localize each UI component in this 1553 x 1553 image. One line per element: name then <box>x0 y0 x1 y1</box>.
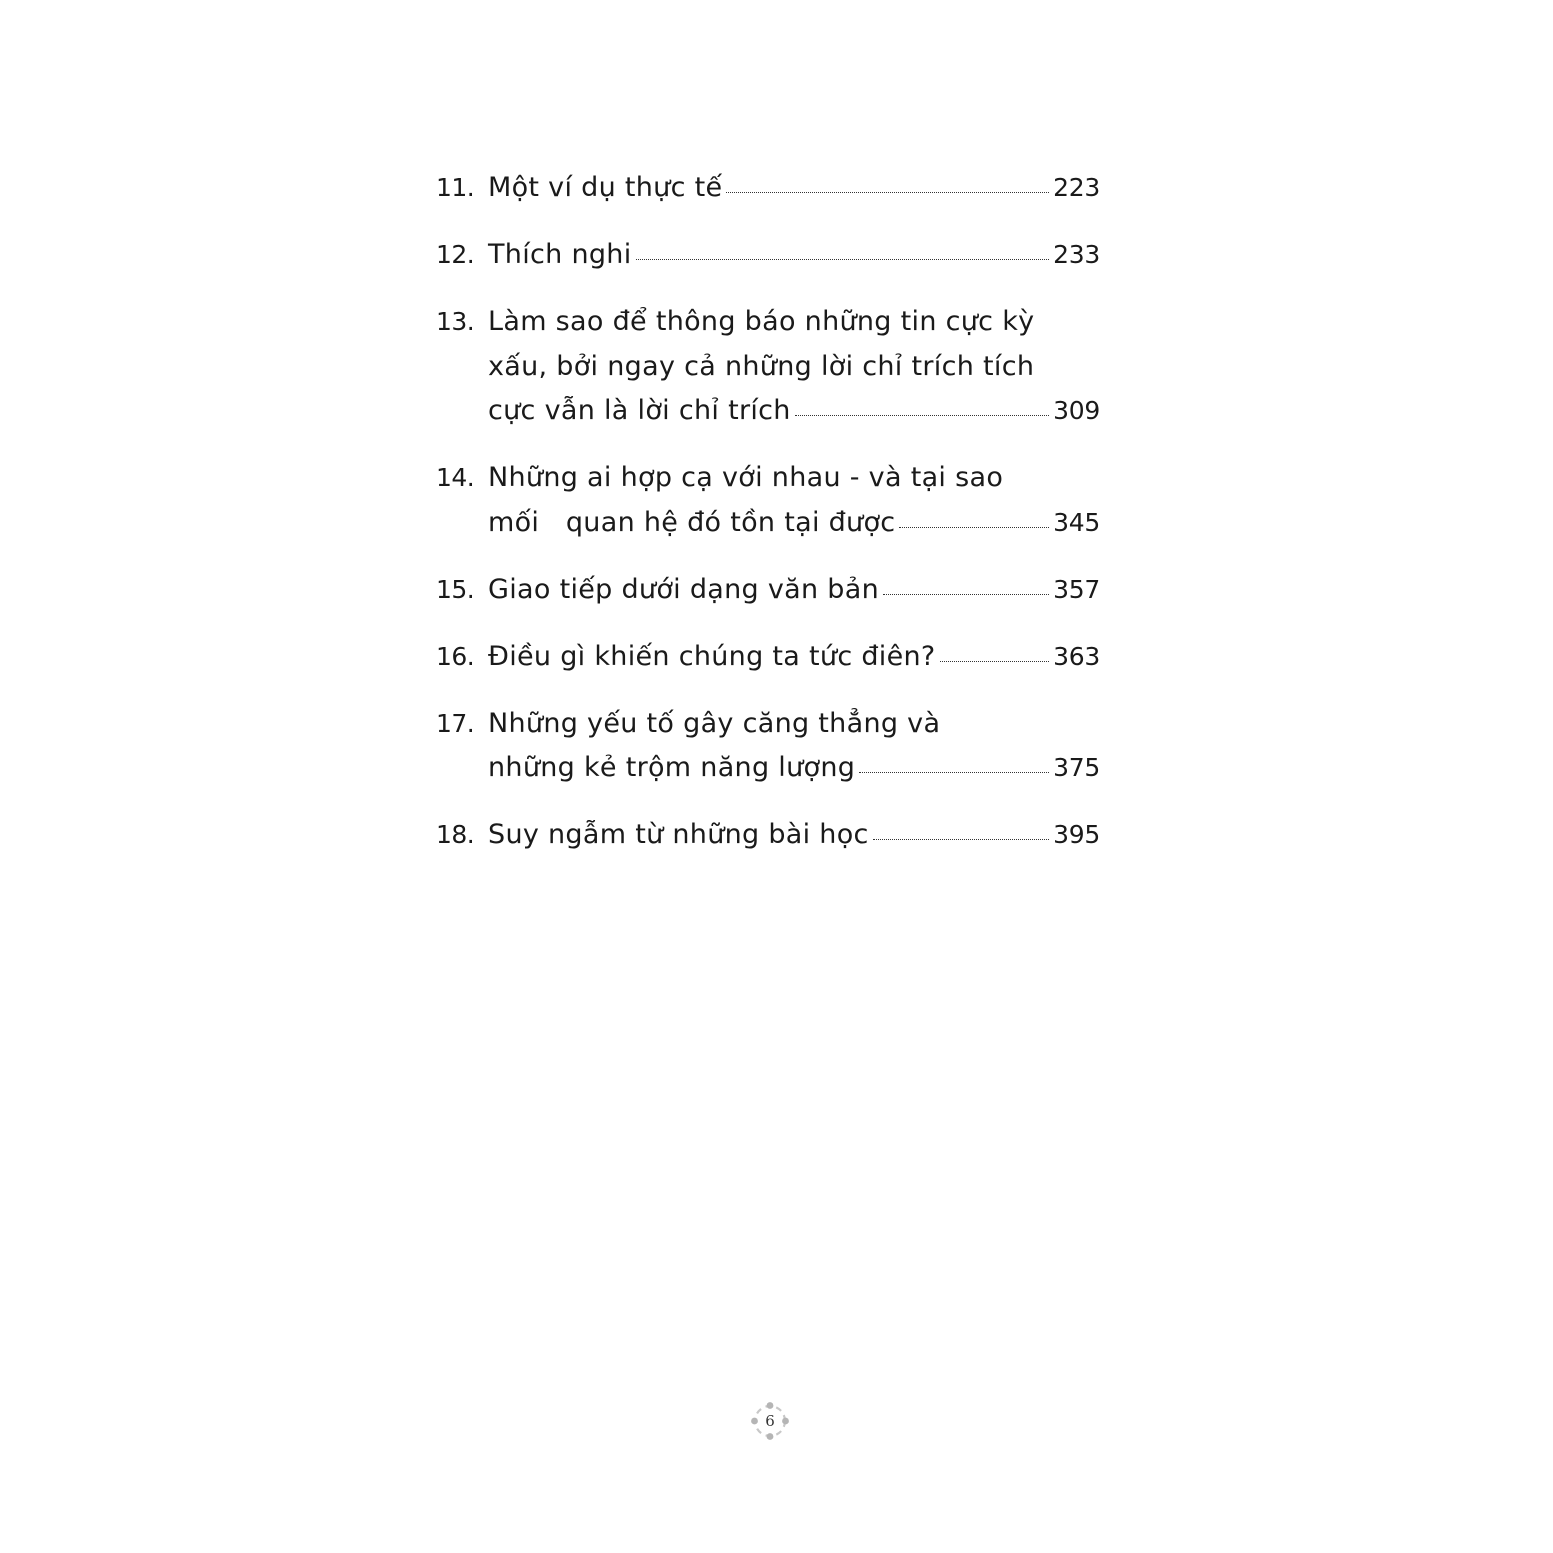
dot-leader <box>726 192 1049 193</box>
toc-entry-body <box>488 166 1100 211</box>
toc-entry-16[interactable] <box>436 635 1100 680</box>
toc-entry-number: 18. <box>436 820 475 849</box>
toc-entry-11[interactable] <box>436 166 1100 211</box>
table-of-contents <box>436 166 1100 880</box>
dot-leader <box>636 259 1050 260</box>
toc-entry-body <box>488 568 1100 613</box>
dot-leader <box>873 839 1049 840</box>
toc-entry-body <box>488 813 1100 858</box>
toc-entry-number: 16. <box>436 641 475 671</box>
dot-leader <box>940 661 1050 662</box>
toc-entry-last-line <box>488 233 1100 278</box>
toc-entry-number: 13. <box>436 307 475 336</box>
page-folio <box>749 1400 791 1442</box>
toc-entry-title-line: Những ai hợp cạ với nhau - và tại sao <box>488 462 1004 493</box>
toc-entry-page: 345 <box>1053 507 1100 537</box>
toc-entry-title-line: Làm sao để thông báo những tin cực kỳ <box>488 306 1035 337</box>
toc-entry-13[interactable] <box>436 300 1100 434</box>
toc-entry-last-line <box>488 746 1100 791</box>
dot-leader <box>899 527 1049 528</box>
toc-entry-last-line <box>488 166 1100 211</box>
toc-entry-number: 14. <box>436 463 475 492</box>
toc-entry-title: những kẻ trộm năng lượng <box>488 752 856 783</box>
toc-entry-last-line <box>488 389 1100 434</box>
toc-entry-last-line <box>488 635 1100 680</box>
toc-entry-page: 223 <box>1053 173 1100 202</box>
toc-entry-number: 17. <box>436 708 475 738</box>
toc-entry-page: 363 <box>1053 641 1100 671</box>
toc-entry-12[interactable] <box>436 233 1100 278</box>
toc-entry-page: 233 <box>1053 240 1100 269</box>
toc-entry-14[interactable] <box>436 456 1100 545</box>
toc-entry-number: 15. <box>436 574 475 604</box>
toc-entry-body <box>488 456 1100 545</box>
toc-entry-title: cực vẫn là lời chỉ trích <box>488 395 791 426</box>
dot-leader <box>795 415 1049 416</box>
toc-entry-last-line <box>488 568 1100 613</box>
toc-entry-18[interactable] <box>436 813 1100 858</box>
toc-entry-page: 309 <box>1053 396 1100 425</box>
toc-entry-body <box>488 635 1100 680</box>
dot-leader <box>859 772 1049 773</box>
toc-entry-title-line: Những yếu tố gây căng thẳng và <box>488 707 941 739</box>
toc-entry-title-line: xấu, bởi ngay cả những lời chỉ trích tích <box>488 350 1035 382</box>
toc-entry-body <box>488 233 1100 278</box>
toc-entry-title: mối quan hệ đó tồn tại được <box>488 506 896 538</box>
toc-entry-title: Giao tiếp dưới dạng văn bản <box>488 573 879 605</box>
toc-entry-title: Một ví dụ thực tế <box>488 172 723 203</box>
dot-leader <box>883 594 1049 595</box>
toc-entry-15[interactable] <box>436 568 1100 613</box>
toc-entry-title: Thích nghi <box>488 239 632 270</box>
toc-entry-page: 357 <box>1053 574 1100 604</box>
toc-entry-title: Suy ngẫm từ những bài học <box>488 819 869 850</box>
toc-entry-body <box>488 702 1100 791</box>
toc-entry-17[interactable] <box>436 702 1100 791</box>
toc-entry-page: 395 <box>1053 820 1100 849</box>
toc-entry-body <box>488 300 1100 434</box>
toc-entry-page: 375 <box>1053 753 1100 782</box>
toc-entry-number: 12. <box>436 240 475 269</box>
page-number: 6 <box>765 1412 775 1430</box>
toc-entry-last-line <box>488 501 1100 546</box>
toc-entry-number: 11. <box>436 173 475 202</box>
toc-entry-last-line <box>488 813 1100 858</box>
toc-entry-title: Điều gì khiến chúng ta tức điên? <box>488 640 936 672</box>
